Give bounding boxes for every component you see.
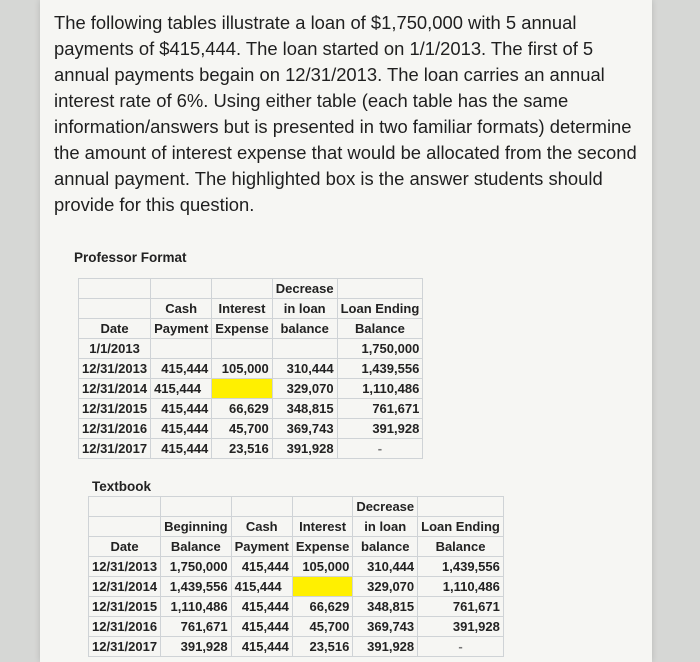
ending-balance-cell: 1,750,000 xyxy=(337,339,423,359)
highlighted-answer-cell[interactable] xyxy=(292,577,352,597)
date-cell: 12/31/2013 xyxy=(89,557,161,577)
table-row xyxy=(79,339,423,359)
ending-balance-cell: 761,671 xyxy=(337,399,423,419)
intro-line: provide for this question. xyxy=(54,194,255,215)
header-decrease: Decrease xyxy=(272,279,337,299)
date-cell: 12/31/2013 xyxy=(79,359,151,379)
beginning-balance-cell: 391,928 xyxy=(161,637,232,657)
header-date: Date xyxy=(79,319,151,339)
header-row xyxy=(79,299,423,319)
header-interest: Expense xyxy=(292,537,352,557)
cash-cell: 415,444 xyxy=(151,359,212,379)
table-row xyxy=(79,419,423,439)
textbook-table xyxy=(88,496,504,657)
date-cell: 12/31/2017 xyxy=(89,637,161,657)
table-row xyxy=(79,359,423,379)
beginning-balance-cell: 1,110,486 xyxy=(161,597,232,617)
cash-cell: 415,444 xyxy=(151,399,212,419)
header-interest: Expense xyxy=(212,319,272,339)
date-cell: 12/31/2015 xyxy=(79,399,151,419)
header-row xyxy=(89,537,504,557)
interest-cell: 66,629 xyxy=(212,399,272,419)
date-cell: 12/31/2016 xyxy=(79,419,151,439)
interest-cell: 105,000 xyxy=(212,359,272,379)
intro-line: information/answers but is presented in two familiar formats) determine xyxy=(54,116,632,137)
decrease-cell: 329,070 xyxy=(272,379,337,399)
decrease-cell: 391,928 xyxy=(272,439,337,459)
header-cash: Payment xyxy=(151,319,212,339)
header-ending: Balance xyxy=(418,537,504,557)
table-row xyxy=(89,597,504,617)
date-cell: 12/31/2015 xyxy=(89,597,161,617)
interest-cell: 23,516 xyxy=(292,637,352,657)
ending-balance-cell: - xyxy=(337,439,423,459)
header-interest: Interest xyxy=(212,299,272,319)
ending-balance-cell: 391,928 xyxy=(337,419,423,439)
table-row xyxy=(89,577,504,597)
header-cash: Cash xyxy=(231,517,292,537)
ending-balance-cell: 761,671 xyxy=(418,597,504,617)
decrease-cell: 329,070 xyxy=(353,577,418,597)
interest-cell: 45,700 xyxy=(292,617,352,637)
header-decrease: in loan xyxy=(353,517,418,537)
header-beginning: Balance xyxy=(161,537,232,557)
ending-balance-cell: 391,928 xyxy=(418,617,504,637)
header-cash: Payment xyxy=(231,537,292,557)
decrease-cell: 310,444 xyxy=(272,359,337,379)
table-row xyxy=(79,439,423,459)
interest-cell: 105,000 xyxy=(292,557,352,577)
header-ending: Loan Ending xyxy=(337,299,423,319)
ending-balance-cell: - xyxy=(418,637,504,657)
date-cell: 12/31/2016 xyxy=(89,617,161,637)
date-cell: 12/31/2014 xyxy=(89,577,161,597)
header-date: Date xyxy=(89,537,161,557)
decrease-cell: 348,815 xyxy=(272,399,337,419)
date-cell: 1/1/2013 xyxy=(79,339,151,359)
table-row xyxy=(89,557,504,577)
header-decrease: balance xyxy=(353,537,418,557)
table-row xyxy=(89,637,504,657)
intro-line: The following tables illustrate a loan of $1,750,000 with 5 annual xyxy=(54,12,577,33)
header-row xyxy=(89,517,504,537)
document-page xyxy=(40,0,652,662)
beginning-balance-cell: 1,750,000 xyxy=(161,557,232,577)
ending-balance-cell: 1,110,486 xyxy=(418,577,504,597)
cash-cell: 415,444 xyxy=(231,577,292,597)
cash-cell: 415,444 xyxy=(151,419,212,439)
header-decrease: balance xyxy=(272,319,337,339)
header-cash: Cash xyxy=(151,299,212,319)
highlighted-answer-cell[interactable] xyxy=(212,379,272,399)
header-interest: Interest xyxy=(292,517,352,537)
question-text xyxy=(54,10,644,218)
table-row xyxy=(79,379,423,399)
cash-cell: 415,444 xyxy=(151,379,212,399)
header-decrease: in loan xyxy=(272,299,337,319)
interest-cell: 66,629 xyxy=(292,597,352,617)
cash-cell: 415,444 xyxy=(231,597,292,617)
header-row xyxy=(79,319,423,339)
intro-line: the amount of interest expense that would be allocated from the second xyxy=(54,142,637,163)
header-decrease: Decrease xyxy=(353,497,418,517)
cash-cell: 415,444 xyxy=(151,439,212,459)
table-row xyxy=(89,617,504,637)
interest-cell: 45,700 xyxy=(212,419,272,439)
header-row xyxy=(89,497,504,517)
cash-cell: 415,444 xyxy=(231,637,292,657)
textbook-label: Textbook xyxy=(92,479,152,494)
cash-cell: 415,444 xyxy=(231,617,292,637)
header-beginning: Beginning xyxy=(161,517,232,537)
date-cell: 12/31/2014 xyxy=(79,379,151,399)
intro-line: annual payment. The highlighted box is the answer students should xyxy=(54,168,603,189)
beginning-balance-cell: 1,439,556 xyxy=(161,577,232,597)
intro-line: annual payments begain on 12/31/2013. The loan carries an annual xyxy=(54,64,605,85)
table-row xyxy=(79,399,423,419)
header-ending: Loan Ending xyxy=(418,517,504,537)
ending-balance-cell: 1,439,556 xyxy=(418,557,504,577)
beginning-balance-cell: 761,671 xyxy=(161,617,232,637)
decrease-cell: 310,444 xyxy=(353,557,418,577)
professor-format-label: Professor Format xyxy=(74,250,187,265)
cash-cell: 415,444 xyxy=(231,557,292,577)
interest-cell: 23,516 xyxy=(212,439,272,459)
decrease-cell: 369,743 xyxy=(272,419,337,439)
intro-line: payments of $415,444. The loan started on 1/1/2013. The first of 5 xyxy=(54,38,594,59)
header-ending: Balance xyxy=(337,319,423,339)
professor-format-table xyxy=(78,278,423,459)
ending-balance-cell: 1,110,486 xyxy=(337,379,423,399)
date-cell: 12/31/2017 xyxy=(79,439,151,459)
ending-balance-cell: 1,439,556 xyxy=(337,359,423,379)
decrease-cell: 369,743 xyxy=(353,617,418,637)
intro-line: interest rate of 6%. Using either table (each table has the same xyxy=(54,90,569,111)
decrease-cell: 348,815 xyxy=(353,597,418,617)
header-row xyxy=(79,279,423,299)
decrease-cell: 391,928 xyxy=(353,637,418,657)
